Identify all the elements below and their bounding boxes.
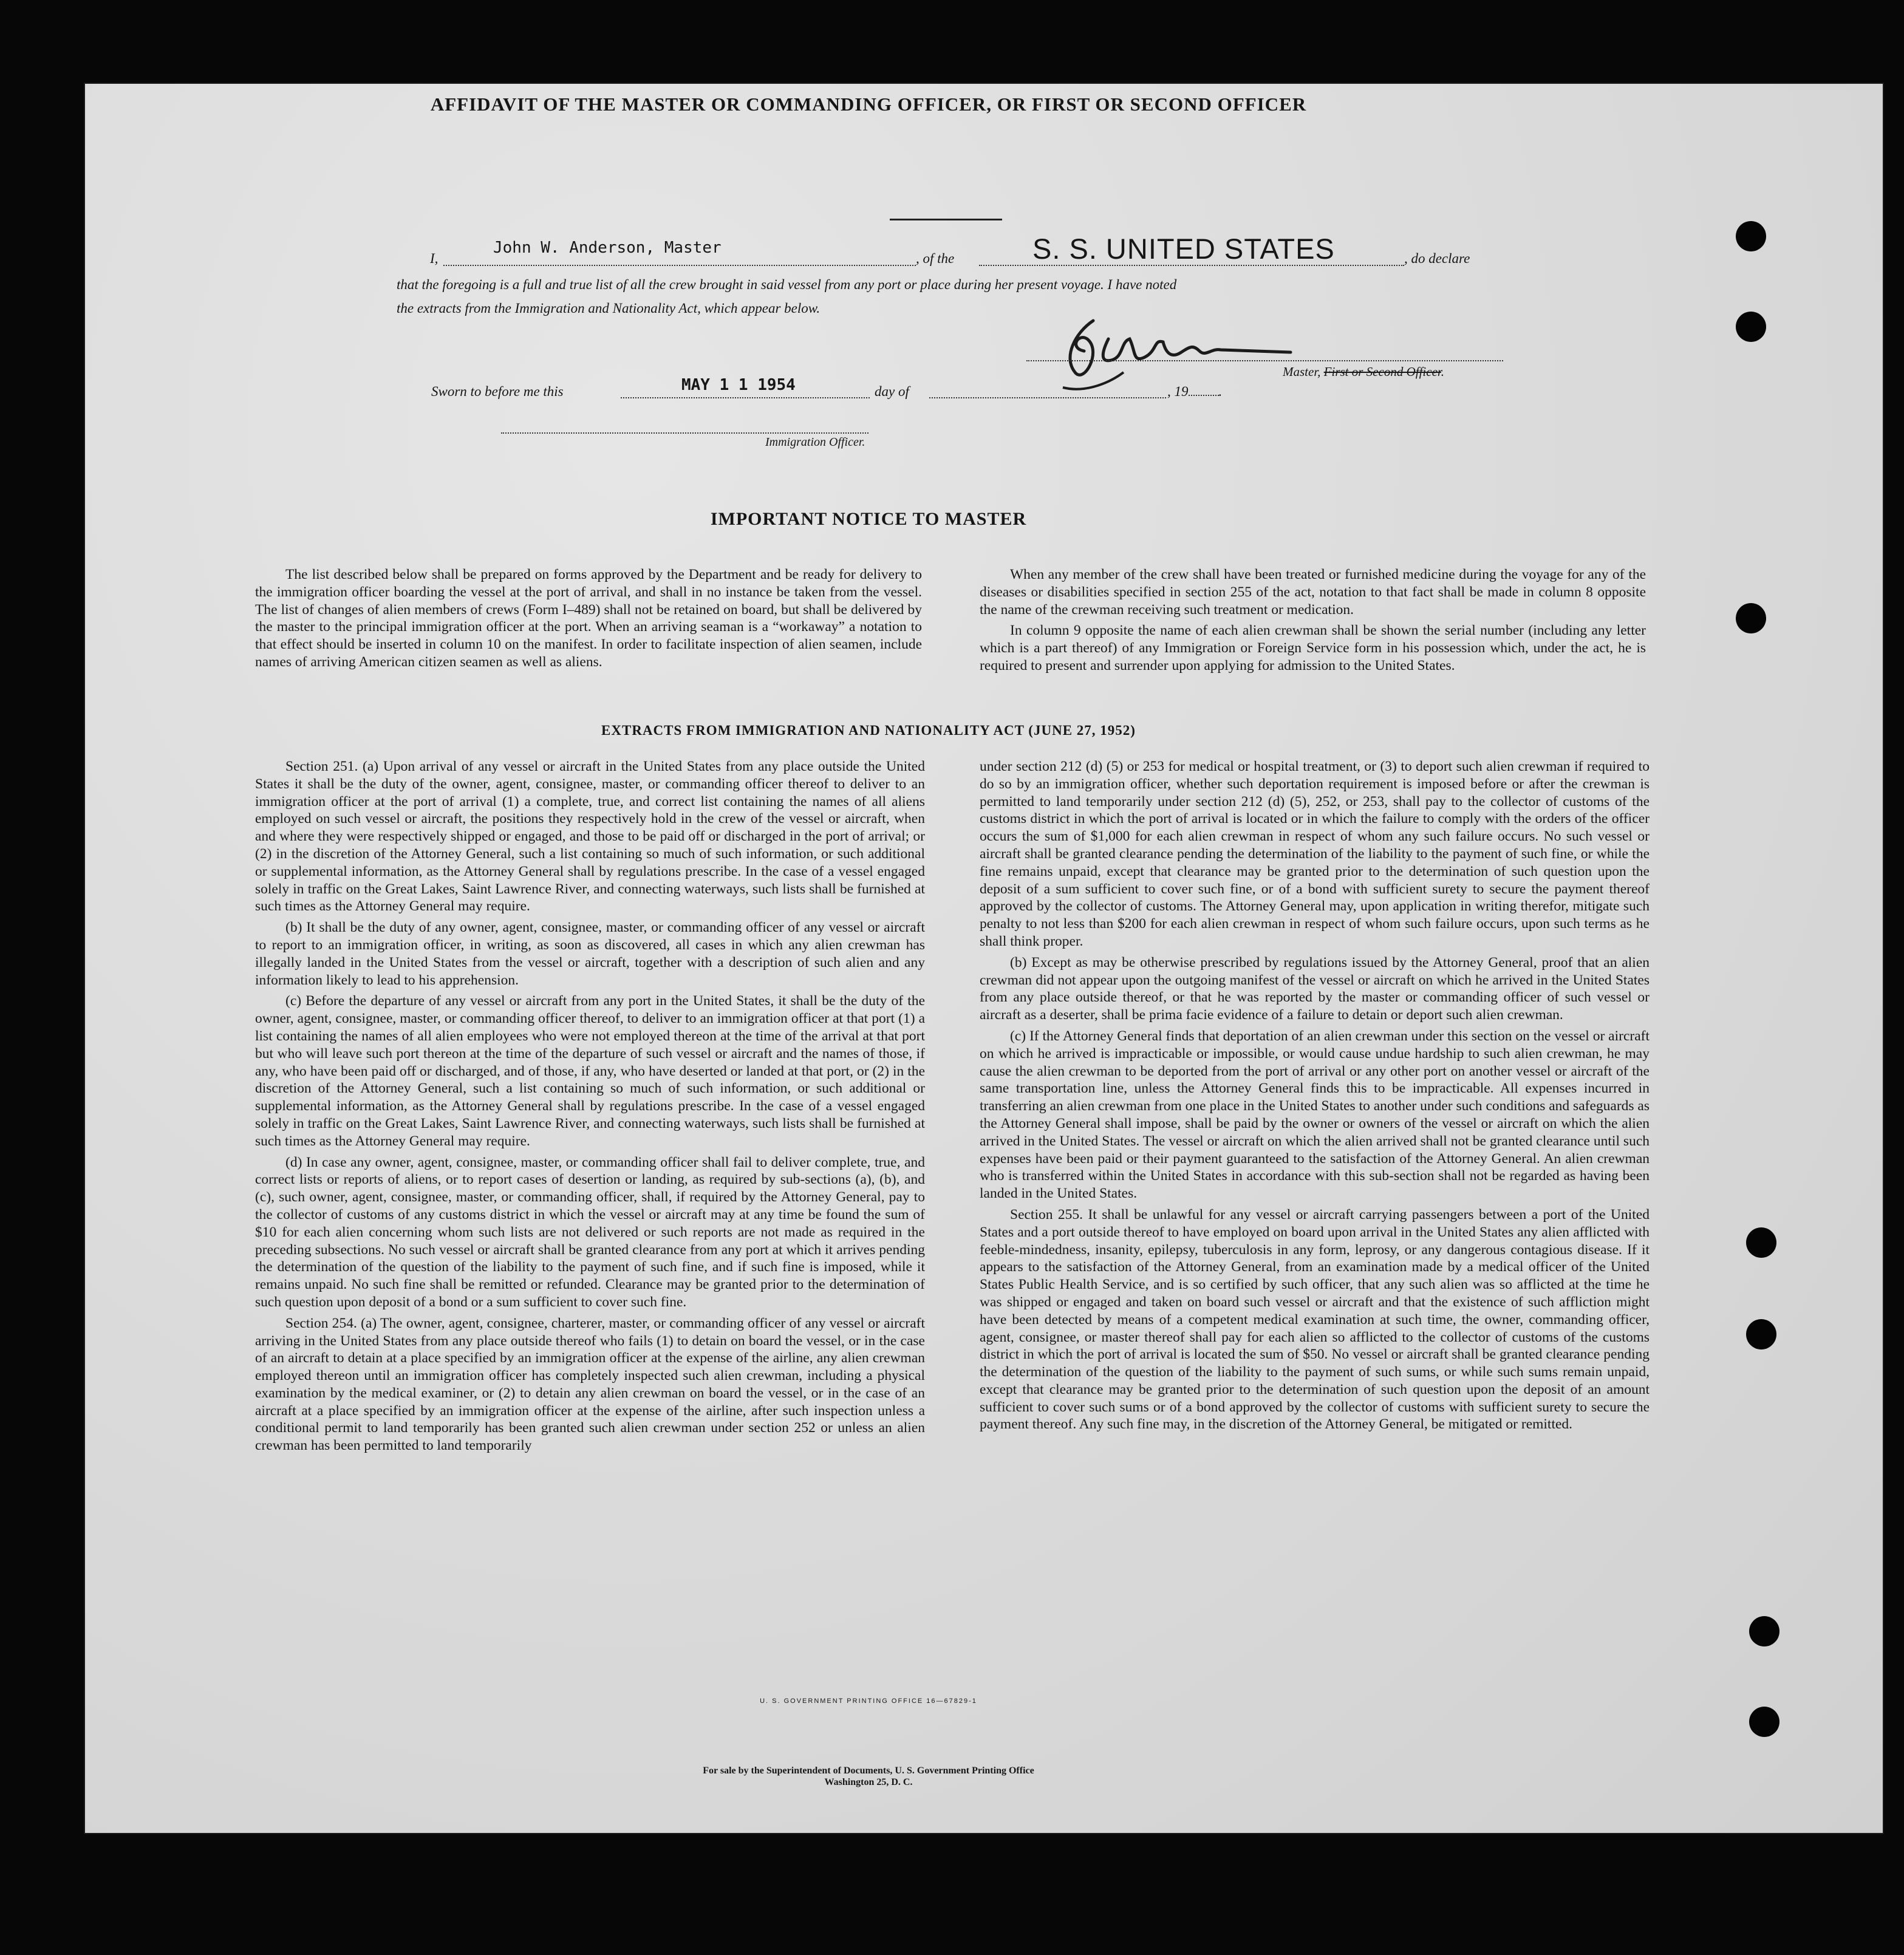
extracts-left-column xyxy=(255,758,925,1458)
signature-line xyxy=(1026,360,1503,361)
vessel-name-value: S. S. UNITED STATES xyxy=(1032,233,1335,265)
binder-hole xyxy=(1736,221,1766,251)
sworn-date-line xyxy=(621,397,870,398)
officer-line xyxy=(501,432,868,434)
printing-office-line: U. S. GOVERNMENT PRINTING OFFICE 16—67829-1 xyxy=(760,1697,977,1705)
declaration-line-1: that the foregoing is a full and true list of all the crew brought in said vessel from any port or place during her present voyage. I have noted xyxy=(397,277,1177,292)
binder-hole xyxy=(1746,1319,1776,1349)
binder-hole xyxy=(1749,1616,1779,1646)
notice-title: IMPORTANT NOTICE TO MASTER xyxy=(710,509,1027,529)
title-rule xyxy=(890,219,1002,220)
affidavit-title: AFFIDAVIT OF THE MASTER OR COMMANDING OFFICER, OR FIRST OR SECOND OFFICER xyxy=(430,94,1307,115)
do-declare-label: , do declare xyxy=(1404,251,1470,266)
section-254a: Section 254. (a) The owner, agent, consignee, charterer, master, or commanding officer of any vessel or aircraft arriving in the United States from any place outside thereof who fails (1) to detain on board the vessel, or in the case of an aircraft to detain at a place specified by an immigration officer at the expense of the airline, any alien crewman employed thereon until an immigration officer has completely inspected such alien crewman, including a physical examination by the medical examiner, or (2) to detain any alien crewman on board the vessel, or in the case of an aircraft at a place specified by an immigration officer at the expense of the airline, after such inspection unless a conditional permit to land temporarily has been granted such alien crewman under section 252 or unless an alien crewman has been permitted to land temporarily xyxy=(255,1315,925,1454)
notice-right-paragraph-1: When any member of the crew shall have been treated or furnished medicine during the voyage for any of the diseases or disabilities specified in section 255 of the act, notation to that fact shall be made in column 8 opposite the name of the crewman receiving such treatment or medication. xyxy=(980,567,1646,618)
year-label: , 19 . xyxy=(1167,384,1223,399)
section-251c: (c) Before the departure of any vessel or aircraft from any port in the United States, it shall be the duty of the owner, agent, consignee, master, or commanding officer thereof, to deliver to an immigration officer at that port (1) a list containing the names of all alien employees who were not employed thereon at the time of the arrival at that port but who will leave such port thereon at the time of the departure of such vessel or aircraft and the names of those, if any, who have been paid off or discharged, and of those, if any, who have deserted or landed at that port, or (2) in the discretion of the Attorney General, such a list containing so much of such information, or such additional or supplemental information, as the Attorney General shall by regulations prescribe. In the case of a vessel engaged solely in traffic on the Great Lakes, Saint Lawrence River, and connecting waterways, such lists shall be furnished at such times as the Attorney General may require. xyxy=(255,993,925,1149)
extracts-title: EXTRACTS FROM IMMIGRATION AND NATIONALITY ACT (JUNE 27, 1952) xyxy=(601,723,1136,738)
notice-left-column xyxy=(255,566,922,675)
sworn-label: Sworn to before me this xyxy=(431,384,564,399)
master-label: Master, First or Second Officer. xyxy=(1283,364,1444,379)
section-251a: Section 251. (a) Upon arrival of any vessel or aircraft in the United States from any place outside the United States it shall be the duty of the owner, agent, consignee, master, or commanding officer thereof to deliver to an immigration officer at the port of arrival (1) a complete, true, and correct list containing the names of all aliens employed on such vessel or aircraft, the positions they respectively hold in the crew of the vessel or aircraft, when and where they were respectively shipped or engaged, and those to be paid off or discharged in the port of arrival; or (2) in the discretion of the Attorney General, such a list containing so much of such information, or such additional or supplemental information, as the Attorney General shall by regulations prescribe. In the case of a vessel engaged solely in traffic on the Great Lakes, Saint Lawrence River, and connecting waterways, such lists shall be furnished at such times as the Attorney General may require. xyxy=(255,759,925,915)
section-254c: (c) If the Attorney General finds that deportation of an alien crewman under this section on the vessel or aircraft on which he arrived is impracticable or impossible, or would cause undue hardship to such alien crewman, he may cause the alien crewman to be deported from the port of arrival or any other port on another vessel or aircraft of the same transportation line, unless the Attorney General finds this to be impracticable. All expenses incurred in transferring an alien crewman from one place in the United States to another under such conditions and safeguards as the Attorney General shall impose, shall be paid by the owner or owners of the vessel or aircraft on which the alien arrived in the United States. The vessel or aircraft on which the alien arrived shall not be granted clearance until such expenses have been paid or their payment guaranteed to the satisfaction of the Attorney General. An alien crewman who is transferred within the United States in accordance with this sub-section shall not be regarded as having been landed in the United States. xyxy=(980,1028,1650,1202)
i-label: I, xyxy=(430,251,438,266)
notice-right-column xyxy=(980,566,1646,678)
section-255: Section 255. It shall be unlawful for any vessel or aircraft carrying passengers between a port of the United States and a port outside thereof to have employed on board upon arrival in the United States any alien afflicted with feeble-mindedness, insanity, epilepsy, tuberculosis in any form, leprosy, or any dangerous contagious disease. If it appears to the satisfaction of the Attorney General, from an examination made by a medical officer of the United States Public Health Service, and is so certified by such officer, that any such alien was so afflicted at the time he was shipped or engaged and taken on board such vessel or aircraft and that the existence of such affliction might have been detected by means of a competent medical examination at such time, the owner, commanding officer, agent, consignee, or master thereof shall pay for each alien so afflicted to the collector of customs of the customs district in which the port of arrival is located the sum of $50. No vessel or aircraft shall be granted clearance pending the determination of the question of the liability to the payment of such sums, or while such sums remain unpaid, except that clearance may be granted prior to the determination of such question upon the deposit of an amount sufficient to cover such sums or of a bond approved by the collector of customs with sufficient surety to secure the payment thereof. Any such fine may, in the discretion of the Attorney General, be mitigated or remitted. xyxy=(980,1206,1650,1433)
immigration-officer-label: Immigration Officer. xyxy=(765,435,865,449)
section-254a-continued: under section 212 (d) (5) or 253 for medical or hospital treatment, or (3) to deport such alien crewman if required to do so by an immigration officer, whether such deportation requirement is imposed before or after the crewman is permitted to land temporarily under section 212 (d) (5), 252, or 253, shall pay to the collector of customs of the customs district in which the port of arrival is located or in which the failure to comply with the orders of the officer occurs the sum of $1,000 for each alien crewman in respect of whom any such failure occurs. No such vessel or aircraft shall be granted clearance pending the determination of the liability to the payment of such fine, or while the fine remains unpaid, except that clearance may be granted prior to the determination of such question upon the deposit of a sum sufficient to cover such fine, or of a bond with sufficient surety to secure the payment thereof approved by the collector of customs. The Attorney General may, upon application in writing therefor, mitigate such penalty to not less than $200 for each alien crewman in respect of whom such failure occurs, upon such terms as he shall think proper. xyxy=(980,759,1650,949)
section-251b: (b) It shall be the duty of any owner, agent, consignee, master, or commanding officer of any vessel or aircraft to report to an immigration officer, in writing, as soon as discovered, all cases in which any alien crewman has illegally landed in the United States from the vessel or aircraft, together with a description of such alien and any information likely to lead to his apprehension. xyxy=(255,919,925,988)
binder-hole xyxy=(1749,1707,1779,1737)
sale-notice: For sale by the Superintendent of Documents, U. S. Government Printing Office Washington 25, D. C. xyxy=(703,1766,1034,1787)
section-254b: (b) Except as may be otherwise prescribed by regulations issued by the Attorney General, proof that an alien crewman did not appear upon the outgoing manifest of the vessel or aircraft on which he arrived in the United States from any place outside thereof, or that he was reported by the master or commanding officer of such vessel or aircraft as a deserter, shall be prima facie evidence of a failure to detain or deport such alien crewman. xyxy=(980,954,1650,1023)
master-name-value: John W. Anderson, Master xyxy=(493,239,722,257)
notice-right-paragraph-2: In column 9 opposite the name of each alien crewman shall be shown the serial number (including any letter which is a part thereof) of any Immigration or Foreign Service form in his possession which, under the act, he is required to present and surrender upon applying for admission to the United States. xyxy=(980,623,1646,674)
binder-hole xyxy=(1746,1227,1776,1258)
section-251d: (d) In case any owner, agent, consignee, master, or commanding officer shall fail to deliver complete, true, and correct lists or reports of aliens, or to report cases of desertion or landing, as required by sub-sections (a), (b), and (c), such owner, agent, consignee, master, or commanding officer, shall, if required by the Attorney General, pay to the collector of customs of any customs district in which the vessel or aircraft may at any time be found the sum of $10 for each alien concerning whom such lists are not delivered or such reports are not made as required in the preceding subsections. No such vessel or aircraft shall be granted clearance from any port at which it arrives pending the determination of the question of the liability to the payment of such fine, and if such fine is imposed, while it remains unpaid. No such fine shall be remitted or refunded. Clearance may be granted prior to the determination of such question upon deposit of a bond or a sum sufficient to cover such fine. xyxy=(255,1154,925,1310)
day-of-label: day of xyxy=(875,384,909,399)
binder-hole xyxy=(1736,312,1766,342)
of-the-label: , of the xyxy=(916,251,955,266)
name-line xyxy=(443,265,916,266)
sworn-date-stamp: MAY 1 1 1954 xyxy=(681,376,796,394)
declaration-line-2: the extracts from the Immigration and Nationality Act, which appear below. xyxy=(397,301,821,316)
binder-hole xyxy=(1736,603,1766,633)
notice-left-paragraph: The list described below shall be prepared on forms approved by the Department and be ready for delivery to the immigration officer boarding the vessel at the port of arrival, and shall in no instance be taken from the vessel. The list of changes of alien members of crews (Form I–489) shall not be retained on board, but shall be delivered by the master to the principal immigration officer at the port. When an arriving seaman is a “workaway” a notation to that effect should be inserted in column 10 on the manifest. In order to facilitate inspection of alien seamen, include names of arriving American citizen seamen as well as aliens. xyxy=(255,567,922,670)
extracts-right-column xyxy=(980,758,1650,1437)
month-line xyxy=(929,397,1166,398)
